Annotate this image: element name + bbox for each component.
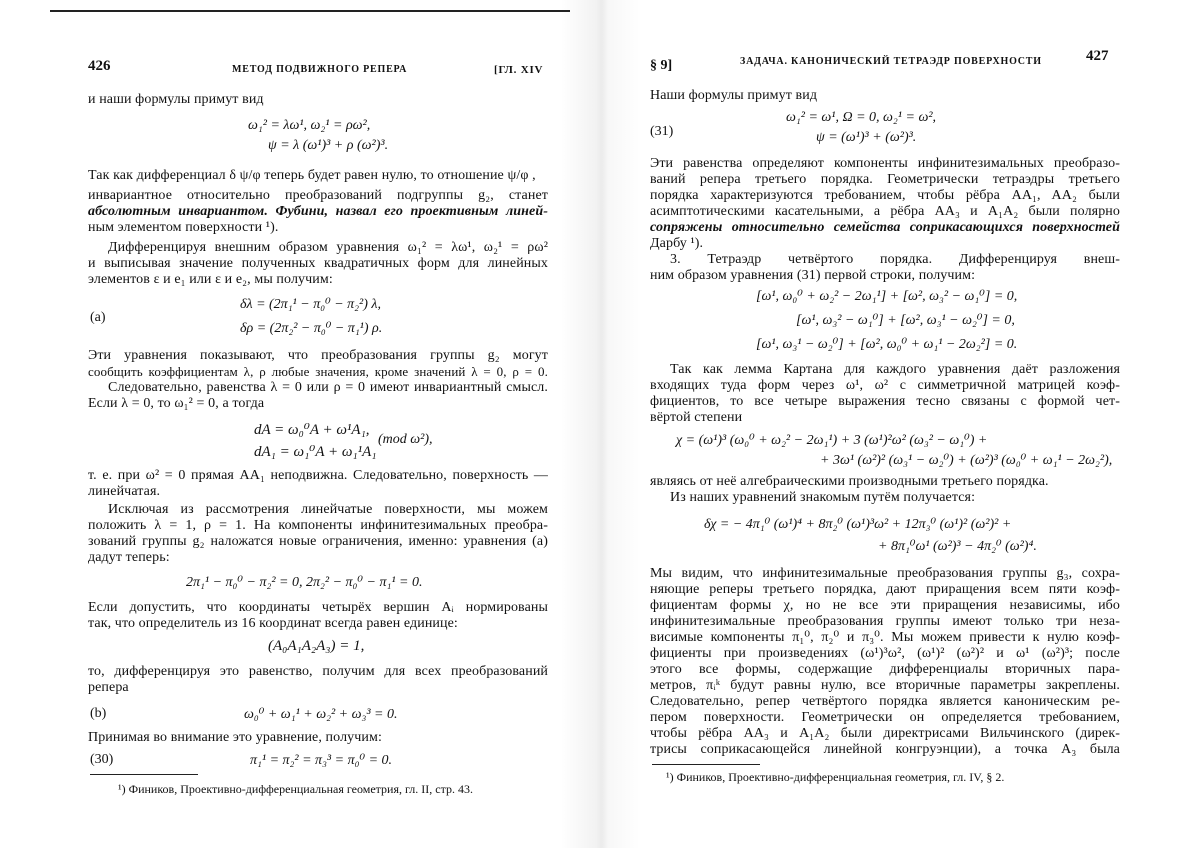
equation: δρ = (2π₂² − π₀⁰ − π₁¹) ρ. — [240, 321, 383, 336]
equation: dA₁ = ω₁⁰A + ω₁¹A₁ — [254, 444, 377, 460]
equation: π₁¹ = π₂² = π₃³ = π₀⁰ = 0. — [250, 753, 393, 768]
text-line: этого все формы, содержащие дифференциалы вторичных пара- — [650, 662, 1120, 677]
equation: [ω¹, ω₃² − ω₁⁰] + [ω², ω₃¹ − ω₂⁰] = 0, — [796, 313, 1015, 328]
text-line: ваний репера третьего порядка. Геометрически тетраэдры третьего — [650, 172, 1120, 187]
text-line: Так как дифференциал δ ψ/φ теперь будет равен нулю, то отношение ψ/φ , — [88, 168, 536, 183]
text-line: Если допустить, что координаты четырёх вершин Aᵢ нормированы — [88, 600, 548, 615]
right-page — [600, 0, 1200, 848]
text-line: дадут теперь: — [88, 550, 170, 565]
text-line: Следовательно, равенства λ = 0 или ρ = 0 имеют инвариантный смысл. — [108, 380, 548, 395]
text-line: Эти уравнения показывают, что преобразования группы g₂ могут — [88, 348, 548, 363]
footnote-rule — [652, 764, 760, 765]
text-line: и наши формулы примут вид — [88, 92, 264, 107]
text-line: зований группы g₂ наложатся новые ограничения, именно: уравнения (a) — [88, 534, 548, 549]
equation: (A₀A₁A₂A₃) = 1, — [268, 638, 365, 654]
footnote: ¹) Фиников, Проективно-дифференциальная геометрия, гл. IV, § 2. — [666, 770, 1005, 784]
equation: ψ = λ (ω¹)³ + ρ (ω²)³. — [268, 138, 389, 153]
text-line: Мы видим, что инфинитезимальные преобразования группы g₃, сохра- — [650, 566, 1120, 581]
text-line: то, дифференцируя это равенство, получим для всех преобразований — [88, 664, 548, 679]
text-line: Принимая во внимание это уравнение, получим: — [88, 730, 382, 745]
text-line: Исключая из рассмотрения линейчатые поверхности, мы можем — [108, 502, 548, 517]
equation: ω₁² = λω¹, ω₂¹ = ρω², — [248, 118, 371, 133]
text-line: так, что определитель из 16 координат всегда равен единице: — [88, 616, 458, 631]
text-line: Так как лемма Картана для каждого уравнения даёт разложения — [670, 362, 1120, 377]
equation: δλ = (2π₁¹ − π₀⁰ − π₂²) λ, — [240, 297, 381, 312]
page-number-right: 427 — [1086, 48, 1109, 64]
text-line: асимптотическими касательными, а рёбра AA₃ и A₁A₂ были полярно — [650, 204, 1120, 219]
text-line: сообщить коэффициентам λ, ρ любые значения, кроме значений λ = 0, ρ = 0. — [88, 364, 548, 379]
equation-label: (b) — [90, 706, 107, 721]
text-line: т. е. при ω² = 0 прямая AA₁ неподвижна. Следовательно, поверхность — — [88, 468, 548, 483]
text-line: Следовательно, репер четвёртого порядка является каноническим ре- — [650, 694, 1120, 709]
text-line: Дифференцируя внешним образом уравнения ω₁² = λω¹, ω₂¹ = ρω² — [108, 240, 548, 255]
text-line: Из наших уравнений знакомым путём получается: — [670, 490, 976, 505]
equation: ω₁² = ω¹, Ω = 0, ω₂¹ = ω², — [786, 110, 937, 125]
text-line-emphasis: абсолютным инвариантом. Фубини, назвал его проективным линей- — [88, 204, 548, 219]
equation-modulus: (mod ω²), — [378, 432, 433, 447]
text-line: Наши формулы примут вид — [650, 88, 818, 103]
text-line: входящих туда форм через ω¹, ω² с симметричной матрицей коэф- — [650, 378, 1120, 393]
text-line: репера — [88, 680, 129, 695]
text-line: трисы соприкасающейся линейной конгруэнции), а точка A₃ была — [650, 742, 1120, 757]
text-line: ним образом уравнения (31) первой строки, получим: — [650, 268, 976, 283]
text-line: метров, πᵢᵏ будут равны нулю, все вторичные параметры закреплены. — [650, 678, 1120, 693]
text-line: Эти равенства определяют компоненты инфинитезимальных преобразо- — [650, 156, 1120, 171]
text-line: положить λ = 1, ρ = 1. На компоненты инфинитезимальных преобра- — [88, 518, 548, 533]
text-line: пером поверхности. Геометрически он определяется требованием, — [650, 710, 1120, 725]
text-line: висимые компоненты π₁⁰, π₂⁰ и π₃⁰. Мы можем привести к нулю коэф- — [650, 630, 1120, 645]
footnote: ¹) Фиников, Проективно-дифференциальная геометрия, гл. II, стр. 43. — [118, 782, 473, 796]
text-line: няющие реперы третьего порядка, дают приращения всем пяти коэф- — [650, 582, 1120, 597]
equation: + 3ω¹ (ω²)² (ω₃¹ − ω₂⁰) + (ω²)³ (ω₀⁰ + ω₁¹ − 2ω₂²), — [820, 453, 1113, 468]
text-line: вёртой степени — [650, 410, 743, 425]
text-line-emphasis: сопряжены относительно семейства соприкасающихся поверхностей — [650, 220, 1120, 235]
equation: ψ = (ω¹)³ + (ω²)³. — [816, 130, 917, 145]
equation: [ω¹, ω₀⁰ + ω₂² − 2ω₁¹] + [ω², ω₃² − ω₁⁰] = 0, — [756, 289, 1018, 304]
text-line: инвариантное относительно преобразований подгруппы g₂, станет — [88, 188, 548, 203]
text-line: чтобы рёбра AA₃ и A₁A₂ были директрисами Вильчинского (дирек- — [650, 726, 1120, 741]
text-line: элементов ε и e₁ или ε и e₂, мы получим: — [88, 272, 333, 287]
text-line: порядка характеризуются требованием, чтобы рёбра AA₁, AA₂ были — [650, 188, 1120, 203]
text-line: Дарбу ¹). — [650, 236, 704, 251]
section-label: § 9] — [650, 58, 673, 73]
equation: 2π₁¹ − π₀⁰ − π₂² = 0, 2π₂² − π₀⁰ − π₁¹ = 0. — [186, 575, 423, 590]
equation: [ω¹, ω₃¹ − ω₂⁰] + [ω², ω₀⁰ + ω₁¹ − 2ω₂²] = 0. — [756, 337, 1018, 352]
text-line: линейчатая. — [88, 484, 161, 499]
text-line: фициентам формы χ, но не все эти приращения независимы, ибо — [650, 598, 1120, 613]
equation-label: (a) — [90, 310, 106, 325]
page-number-left: 426 — [88, 58, 111, 74]
text-line: и выписывая значение полученных квадратичных форм для линейных — [88, 256, 548, 271]
equation: + 8π₁⁰ω¹ (ω²)³ − 4π₂⁰ (ω²)⁴. — [878, 539, 1037, 554]
equation: χ = (ω¹)³ (ω₀⁰ + ω₂² − 2ω₁¹) + 3 (ω¹)²ω² (ω₃² − ω₁⁰) + — [676, 433, 988, 448]
footnote-rule — [90, 774, 198, 775]
equation-label: (31) — [650, 124, 674, 139]
text-line: 3. Тетраэдр четвёртого порядка. Дифференцируя внеш- — [670, 252, 1120, 267]
text-line: Если λ = 0, то ω₁² = 0, а тогда — [88, 396, 265, 411]
text-line: являясь от неё алгебраическими производными третьего порядка. — [650, 474, 1049, 489]
equation-label: (30) — [90, 752, 114, 767]
equation: ω₀⁰ + ω₁¹ + ω₂² + ω₃³ = 0. — [244, 707, 398, 722]
chapter-label: [ГЛ. XIV — [494, 64, 544, 76]
equation: dA = ω₀⁰A + ω¹A₁, — [254, 422, 370, 438]
text-line: фициенты при произведениях (ω¹)³ω², (ω¹)² (ω²)² и ω¹ (ω²)³; после — [650, 646, 1120, 661]
top-rule — [50, 10, 570, 12]
running-header-left: МЕТОД ПОДВИЖНОГО РЕПЕРА — [232, 64, 408, 75]
equation: δχ = − 4π₁⁰ (ω¹)⁴ + 8π₂⁰ (ω¹)³ω² + 12π₃⁰ (ω¹)² (ω²)² + — [704, 517, 1012, 532]
text-line: фициентов, то все четыре выражения тесно связаны с формой чет- — [650, 394, 1120, 409]
running-header-right: ЗАДАЧА. КАНОНИЧЕСКИЙ ТЕТРАЭДР ПОВЕРХНОСТИ — [740, 56, 1042, 67]
text-line: инфинитезимальные преобразования группы имеют только три неза- — [650, 614, 1120, 629]
text-line: ным элементом поверхности ¹). — [88, 220, 279, 235]
